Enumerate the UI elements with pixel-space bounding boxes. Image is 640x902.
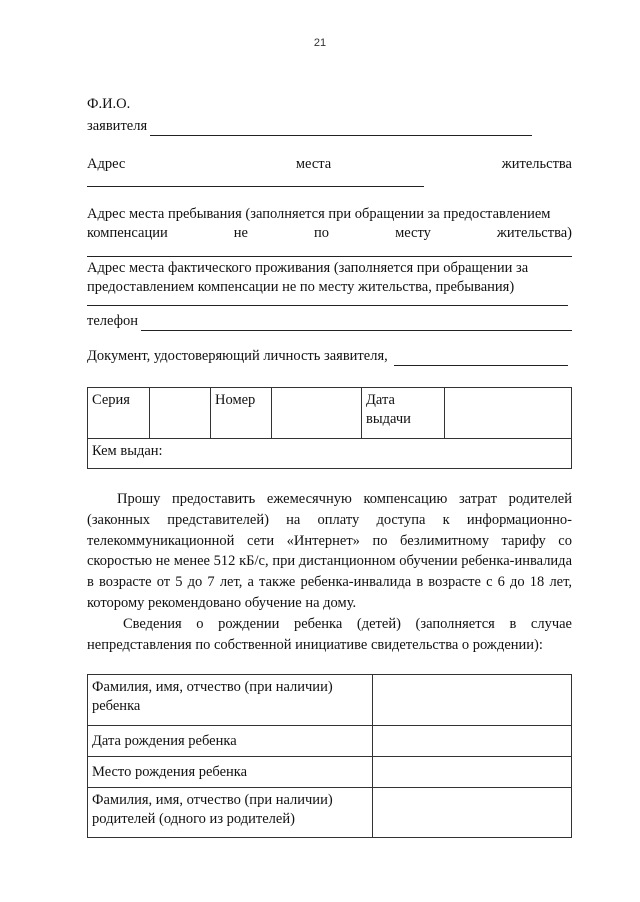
issue-date-label-cell bbox=[362, 388, 445, 439]
residence-address-label bbox=[87, 155, 572, 174]
id-document-table bbox=[87, 387, 572, 469]
number-label-cell bbox=[211, 388, 272, 439]
issued-by-cell[interactable] bbox=[88, 439, 572, 469]
child-name-value[interactable] bbox=[373, 675, 572, 726]
child-table-row-label bbox=[88, 757, 373, 788]
parents-name-label: Фамилия, имя, отчество (при наличии) родителей (одного из родителей) bbox=[92, 792, 333, 827]
parents-name-value[interactable] bbox=[373, 788, 572, 838]
child-info-table bbox=[87, 674, 572, 838]
number-value-cell[interactable] bbox=[272, 388, 362, 439]
stay-word-1: компенсации bbox=[87, 225, 168, 241]
address-word-2: места bbox=[295, 156, 332, 172]
id-document-label: Документ, удостоверяющий личность заявителя, bbox=[87, 348, 388, 364]
stay-word-5: жительства) bbox=[496, 225, 572, 241]
page-number: 21 bbox=[313, 37, 327, 49]
applicant-label: заявителя bbox=[87, 118, 148, 134]
address-word-3: жительства bbox=[501, 156, 572, 172]
issued-by-label: Кем выдан: bbox=[92, 443, 163, 459]
stay-address-label bbox=[87, 205, 572, 243]
child-birthplace-value[interactable] bbox=[373, 757, 572, 788]
number-label: Номер bbox=[215, 392, 256, 408]
issue-date-value-cell[interactable] bbox=[445, 388, 572, 439]
series-label: Серия bbox=[92, 392, 130, 408]
child-table-row-label bbox=[88, 726, 373, 757]
child-table-row-label bbox=[88, 788, 373, 838]
series-label-cell bbox=[88, 388, 150, 439]
stay-line-1: Адрес места пребывания (заполняется при обращении за предоставлением bbox=[87, 206, 551, 222]
address-word-1: Адрес bbox=[87, 156, 126, 172]
child-birthplace-label: Место рождения ребенка bbox=[92, 763, 248, 780]
child-birthdate-label: Дата рождения ребенка bbox=[92, 732, 237, 749]
request-paragraph: Прошу предоставить ежемесячную компенсацию затрат родителей (законных представителей) на оплату доступа к информационно-телекоммуникационной сети «Интернет» по безлимитному тарифу со скоростью не менее 512 кБ/с, при дистанционном обучении ребенка-инвалида в возрасте от 5 до 7 лет, а также ребенка-инвалида в возрасте с 6 до 18 лет, которому рекомендовано обучение на дому. bbox=[87, 491, 572, 611]
fio-label: Ф.И.О. bbox=[87, 96, 131, 112]
phone-row bbox=[87, 312, 572, 331]
actual-line-2: предоставлением компенсации не по месту жительства, пребывания) bbox=[87, 279, 515, 295]
child-table-row-label bbox=[88, 675, 373, 726]
id-document-field[interactable] bbox=[394, 351, 568, 366]
residence-address-field[interactable] bbox=[87, 186, 424, 187]
stay-word-3: по bbox=[314, 225, 330, 241]
stay-address-field[interactable] bbox=[87, 256, 572, 257]
birth-info-paragraph: Сведения о рождении ребенка (детей) (заполняется в случае непредставления по собственной инициативе свидетельства о рождении): bbox=[87, 616, 572, 653]
id-document-row bbox=[87, 347, 568, 366]
applicant-name-field[interactable] bbox=[150, 121, 532, 136]
actual-address-field[interactable] bbox=[87, 305, 568, 306]
phone-label: телефон bbox=[87, 313, 139, 329]
actual-line-1: Адрес места фактического проживания (заполняется при обращении за bbox=[87, 260, 529, 276]
stay-word-2: не bbox=[233, 225, 248, 241]
issue-date-label: Дата выдачи bbox=[366, 392, 411, 427]
phone-field[interactable] bbox=[141, 316, 572, 331]
actual-address-label bbox=[87, 259, 572, 297]
child-name-label: Фамилия, имя, отчество (при наличии) ребенка bbox=[92, 679, 333, 714]
applicant-name-row bbox=[87, 117, 532, 136]
child-birthdate-value[interactable] bbox=[373, 726, 572, 757]
series-value-cell[interactable] bbox=[150, 388, 211, 439]
stay-word-4: месту bbox=[395, 225, 431, 241]
